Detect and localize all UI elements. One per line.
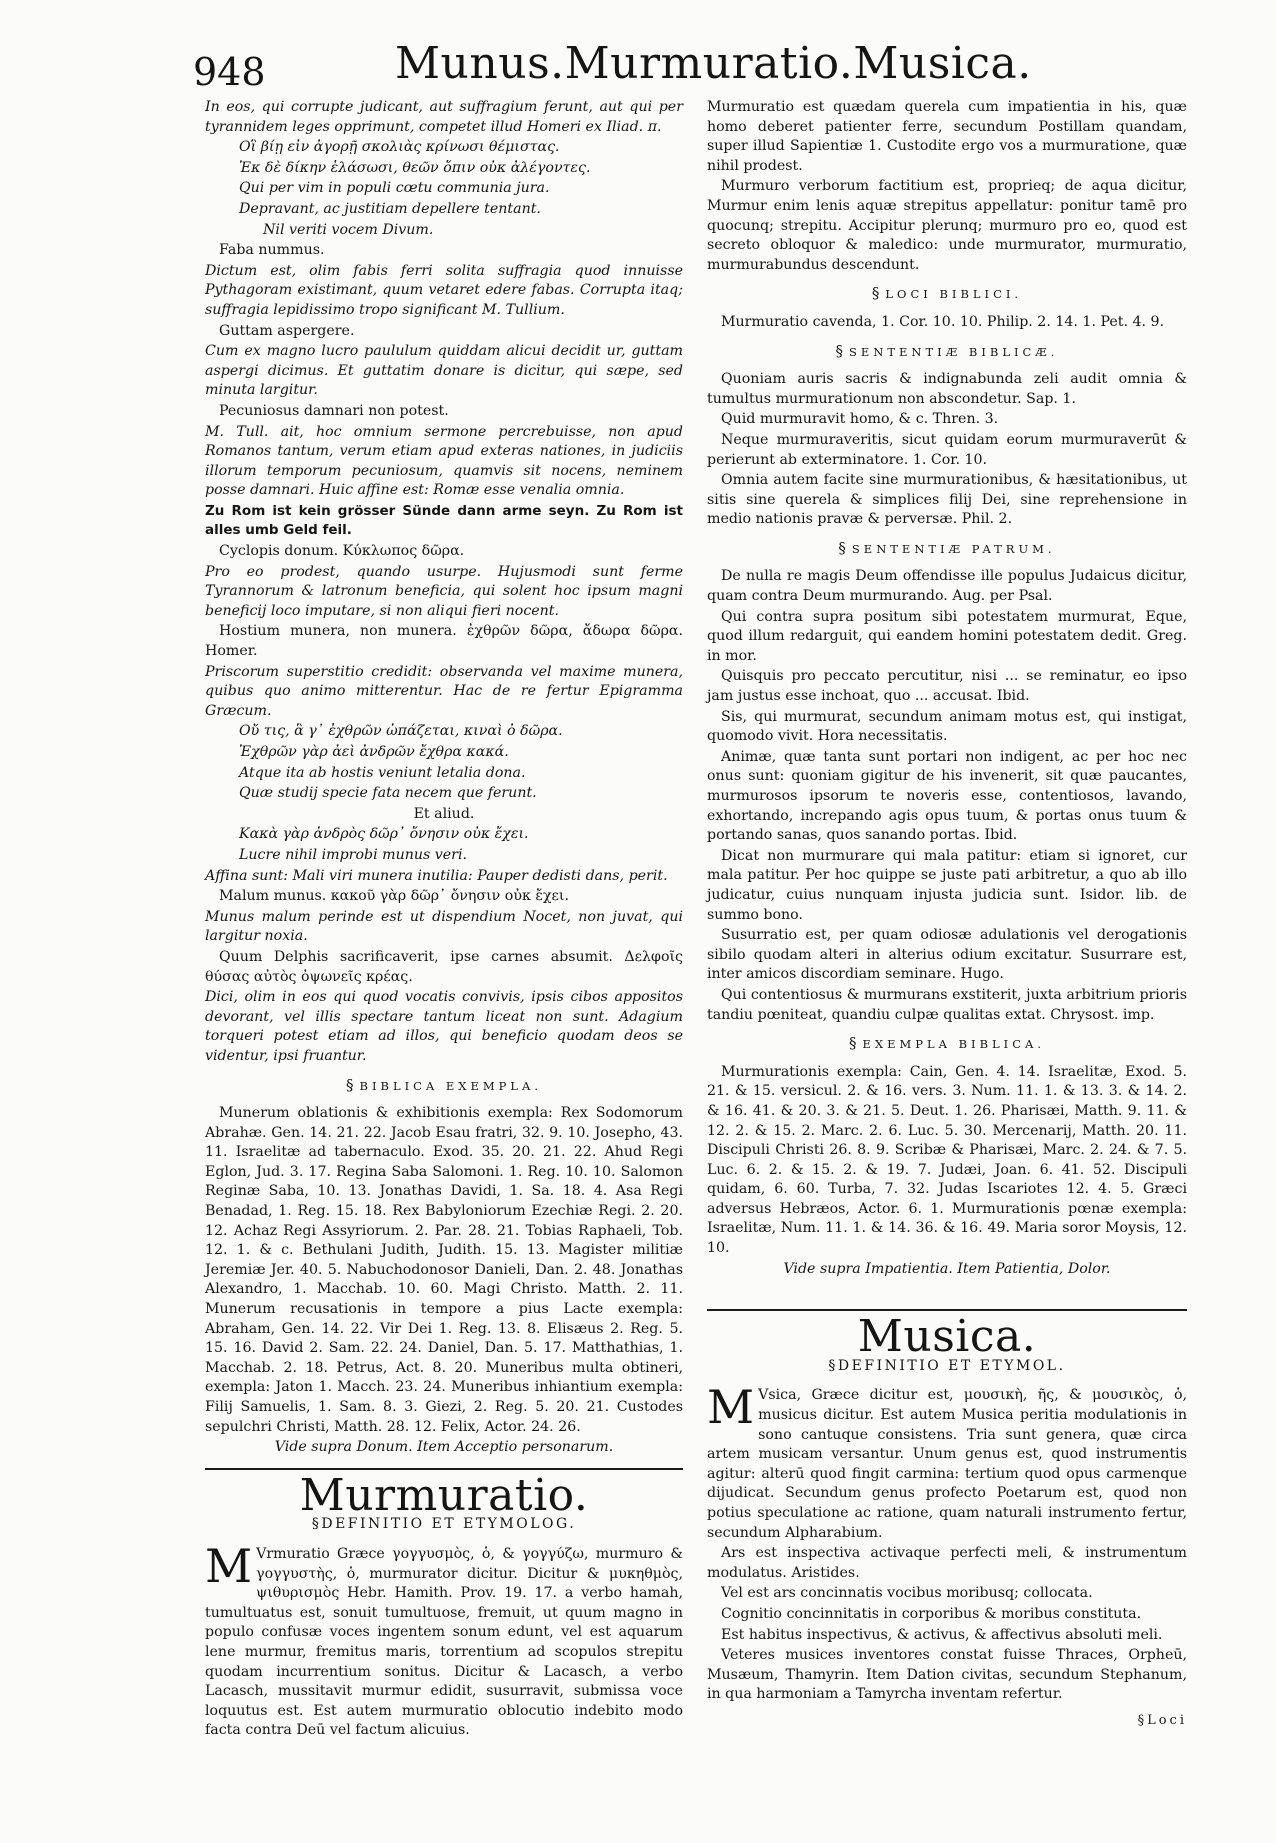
section-title: LOCI BIBLICI. [885,287,1023,302]
proverb-heading: Quum Delphis sacrificaverit, ipse carnes absumit. Δελφοῖς θύσας αὐτὸς ὀψωνεῖς κρέας. [205,948,683,985]
section-heading [707,1034,1187,1055]
sentence: Quisquis pro peccato percutitur, nisi ... se reminatur, eo ipso jam justus esse inchoat, quo ... accusat. Ibid. [707,668,1187,705]
verse-line: Ἐχθρῶν γὰρ ἀεὶ ἀνδρῶν ἔχθρα κακά. [239,744,509,760]
intro-paragraph: Murmuratio est quædam querela cum impatientia in his, quæ homo deberet patienter ferre, secundum Postillam quandam, super illud Sapientiæ 1. Custodite ergo vos a murmuratione, quæ nihil prodest. [707,99,1187,174]
verse-line: Et aliud. [413,805,475,822]
left-column [205,98,683,1742]
section-heading [707,342,1187,363]
pilcrow-icon: § [346,1075,354,1094]
sentence: Neque murmuraveritis, sicut quidam eorum murmuraverūt & perierunt ab exterminatore. 1. Cor. 10. [707,431,1187,468]
section-title: SENTENTIÆ BIBLICÆ. [849,344,1059,359]
section-heading [205,1515,683,1535]
misc-proverbs [205,867,683,1067]
verse-line: Lucre nihil improbi munus veri. [239,846,468,863]
running-head: Munus.Murmuratio.Musica. [395,38,1032,89]
sentence: Susurratio est, per quam odiosæ adulationis vel derogationis sibilo quodam alteri in alterius odium excitatur. Susurrare est, inter amicos discordiam seminare. Hugo. [707,927,1187,983]
sentence: Quoniam auris sacris & indignabunda zeli audit omnia & tumultus murmurationum non abscondetur. Sap. 1. [707,371,1187,407]
sentence: Animæ, quæ tanta sunt portari non indigent, ac per hoc nec onus sunt: quoniam gigitur de his invenerit, sit quæ paucantes, murmurosos ipsorum te noveris esse, contentiosos, lavando, exhortando, increpando agis opus tuum, & portas onus tuum & portando sanas, quos sanando portas. Ibid. [707,748,1187,844]
proverb-text: Priscorum superstitio credidit: observanda vel maxime munera, quibus quo animo mitterentur. Hac de re fertur Epigramma Græcum. [205,663,683,719]
drop-cap: M [707,1380,755,1435]
section-title: DEFINITIO ET ETYMOLOG. [321,1516,577,1533]
proverb-text: M. Tull. ait, hoc omnium sermone percrebuisse, non apud Romanos tantum, verum etiam apud exteras nationes, in judiciis illorum temporum pecuniosum, quamvis sit nocens, neminem posse damnari. Huic affine est: Romæ esse venalia omnia. [205,423,683,499]
epigram [205,722,683,865]
verse-line: Depravant, ac justitiam depellere tentant. [239,200,541,217]
definition-line: Ars est inspectiva activaque perfecti meli, & instrumentum modulatus. Aristides. [707,1545,1187,1581]
german-proverb: Zu Rom ist kein grösser Sünde dann arme seyn. Zu Rom ist alles umb Geld feil. [205,502,683,539]
section-title: Loci [1147,1712,1187,1728]
verse-line: Qui per vim in populi cœtu communia jura. [239,180,550,197]
sentence: De nulla re magis Deum offendisse ille populus Judaicus dicitur, quam contra Deum murmurando. Aug. per Psal. [707,568,1187,605]
definition-body: Vsica, Græce dicitur est, μουσικὴ, ῆς, & μουσικὸς, ὁ, musicus dicitur. Est autem Musica peritia modulationis in sono cantuque consistens. Tria sunt genera, quæ circa artem musicam versantur. Unum genus est, quod instrumentis agitur: alterū quod fingit carmina: tertium quod opus carmenque dijudicat. Secundum genus profecto Poetarum est, quod non potius speculatione ac ratione, quam naturali instrumento fertur, secundum Alpharabium. [707,1387,1187,1541]
page-number: 948 [193,50,266,94]
definition-body: Vrmuratio Græce γογγυσμὸς, ὁ, & γογγύζω, murmuro & γογγυστὴς, ὁ, murmurator dicitur. Dicitur & μυκηθμὸς, ψιθυρισμὸς Hebr. Hamith. Prov. 19. 17. a verbo hamah, tumultuatus est, sonuit tumultuose, fremuit, ut quum magno in populo confusæ voces ingentem sonum edunt, vel est aquarum lene murmur, fremitus maris, torrentium ad scopulos strepitu quodam incurrentium sonitus. Dicitur & Lacasch, a verbo Lacasch, mussitavit murmur edidit, susurravit, submissa voce loquutus est. Est autem murmuratio oblocutio indebito modo facta contra Deū vel factum alicuius. [205,1545,683,1739]
verse-line: Οὔ τις, ἃ γ᾽ ἐχθρῶν ὠπάζεται, κιναὶ ὀ δῶρα. [239,723,563,740]
sentence: Qui contentiosus & murmurans exstiterit, juxta arbitrium prioris tandiu pœniteat, quandiu culpæ qualitas extat. Chrysost. imp. [707,986,1187,1023]
right-column [707,98,1187,1731]
proverb-text: Dici, olim in eos qui quod vocatis convivis, ipsis cibos appositos devorant, vel illis spectare tantum liceat non sunt. Adagium torqueri potest etiam ad illos, qui beneficio quodam deos se videntur, ipsi fruantur. [205,989,683,1064]
pilcrow-icon: § [849,1034,857,1053]
verse-line: Quæ studij specie fata necem que ferunt. [239,785,537,802]
proverb-heading: Pecuniosus damnari non potest. [219,402,449,419]
definition-line: Veteres musices inventores constat fuisse Thraces, Orpheū, Musæum, Thamyrin. Item Dation civitas, secundum Stephanum, in qua harmoniam a Tamyrcha inventam refertur. [707,1647,1187,1703]
section-text: Munerum oblationis & exhibitionis exempla: Rex Sodomorum Abrahæ. Gen. 14. 21. 22. Jacob Esau fratri, 32. 9. 10. Josepho, 43. 11. Israelitæ ad tabernaculo. Exod. 35. 20. 21. 22. Ahud Regi Eglon, Jud. 3. 17. Regina Saba Salomoni. 1. Reg. 10. 10. Salomon Reginæ Saba, 10. 13. Jonathas Davidi, 1. Sa. 18. 4. Asa Regi Benadad, 1. Reg. 15. 18. Rex Babyloniorum Ezechiæ Regi. 2. 20. 12. Achaz Regi Assyriorum. 2. Par. 28. 21. Tobias Raphaeli, Tob. 12. 1. & c. Bethulani Judith, Judith. 15. 13. Magister militiæ Jeremiæ Jer. 40. 5. Nabuchodonosor Danieli, Dan. 2. 48. Jonathas Alexandro, 1. Macchab. 10. 60. Magi Christo. Matth. 2. 11. Munerum recusationis in tempore a pius Lacte exempla: Abraham, Gen. 14. 22. Vir Dei 1. Reg. 13. 8. Elisæus 2. Reg. 5. 15. 16. David 2. Sam. 22. 24. Daniel, Dan. 5. 17. Matthathias, 1. Macchab. 2. 18. Petrus, Act. 8. 20. Muneribus multa obtineri, exempla: Jaton 1. Macch. 23. 24. Muneribus inhiantium exempla: Filij Samuelis, 1. Sam. 8. 3. Giezi, 2. Reg. 5. 20. 21. Custodes sepulchri Christi, Matth. 28. 12. Felix, Actor. 24. 26. [205,1105,683,1435]
cross-reference: Vide supra Donum. Item Acceptio personarum. [274,1439,614,1456]
intro-paragraph: Murmuro verborum factitium est, proprieq; de aqua dicitur, Murmur enim lenis aquæ strepitus appellatur: ponitur tamē pro quocunq; strepitu. Accipitur plerunq; murmuro pro eo, quod est secreto obloquor & maledico: unde murmurator, murmuratio, murmurabundus descendunt. [707,178,1187,273]
pilcrow-icon: § [828,1357,838,1374]
section-title: SENTENTIÆ PATRUM. [851,541,1056,556]
section-text: Murmurationis exempla: Cain, Gen. 4. 14. Israelitæ, Exod. 5. 21. & 15. versicul. 2. & 16. vers. 3. Num. 11. 1. & 13. 3. & 14. 2. & 16. 41. & 20. 3. & 21. 5. Deut. 1. 26. Pharisæi, Matth. 9. 11. & 12. 2. & 15. 2. Marc. 2. 6. Luc. 5. 30. Mercenarij, Matth. 20. 11. Discipuli Christi 26. 8. 9. Scribæ & Pharisæi, Marc. 2. 24. & 7. 5. Luc. 6. 2. & 15. 2. & 19. 7. Judæi, Joan. 6. 41. 52. Discipuli quidam, 6. 60. Turba, 7. 32. Judas Iscariotes 12. 4. 5. Græci adversus Hebræos, Actor. 6. 1. Murmurationis pœnæ exempla: Israelitæ, Num. 11. 1. & 14. 36. & 16. 49. Maria soror Moysis, 12. 10. [707,1063,1187,1257]
section-heading [707,1711,1187,1731]
section-heading [707,539,1187,560]
proverb-heading: Guttam aspergere. [219,322,355,339]
definition-text [707,1380,1187,1543]
verse-line: Κακὰ γὰρ ἀνδρὸς δῶρ᾽ ὄνησιν οὐκ ἔχει. [239,826,529,843]
proverb-text: Cum ex magno lucro paululum quiddam alicui decidit ur, guttam aspergi dicimus. Et guttatim donare is dicitur, qui sæpe, sed minuta largitur. [205,343,683,399]
text-line: In eos, qui corrupte judicant, aut suffragium ferunt, aut qui per tyrannidem leges opprimunt, competet illud Homeri ex Iliad. π. [205,99,683,135]
proverb-text: Munus malum perinde est ut dispendium Nocet, non juvat, qui largitur noxia. [205,908,683,945]
definition-line: Vel est ars concinnatis vocibus moribusq; collocata. [721,1585,1093,1602]
sentence: Sis, qui murmurat, secundum animam motus est, qui instigat, quomodo vivit. Hora necessitatis. [707,708,1187,745]
cross-reference: Vide supra Impatientia. Item Patientia, Dolor. [783,1260,1111,1277]
verse-line: Οἳ βίῃ εἰν ἀγορῇ σκολιὰς κρίνωσι θέμιστας. [239,139,560,156]
section-heading [707,284,1187,305]
proverb-text: Affina sunt: Mali viri munera inutilia: Pauper dedisti dans, perit. [205,867,668,884]
proverb-list [205,241,683,721]
verse-line: Nil veriti vocem Divum. [263,221,434,238]
entry-title: Murmuratio. [299,1469,589,1521]
definition-line: Est habitus inspectivus, & activus, & affectivus absoluti meli. [721,1626,1163,1643]
pilcrow-icon: § [871,284,880,303]
entry-title: Musica. [857,1311,1037,1363]
definition-text [205,1538,683,1741]
pilcrow-icon: § [311,1516,322,1533]
section-text: Murmuratio cavenda, 1. Cor. 10. 10. Philip. 2. 14. 1. Pet. 4. 9. [721,313,1165,330]
verse-line: Ἐκ δὲ δίκην ἐλάσωσι, θεῶν ὄπιν οὐκ ἀλέγοντες. [239,159,591,176]
sentence: Dicat non murmurare qui mala patitur: etiam si ignoret, cur mala patitur. Per hoc quippe se juste pati arbitretur, a quo ab illo judicatur, cuius nunquam injusta judicia sunt. Isidor. lib. de summo bono. [707,847,1187,923]
left-intro [205,98,683,240]
proverb-heading: Faba nummus. [219,242,325,259]
proverb-heading: Malum munus. κακοῦ γὰρ δῶρ᾽ ὄνησιν οὐκ ἔχει. [219,888,569,905]
verse-line: Atque ita ab hostis veniunt letalia dona. [239,764,526,781]
drop-cap: M [205,1538,253,1593]
definition-line: Cognitio concinnitatis in corporibus & moribus constituta. [721,1605,1142,1622]
sentence: Quid murmuravit homo, & c. Thren. 3. [721,411,999,428]
section-title: DEFINITIO ET ETYMOL. [837,1357,1066,1374]
section-title: BIBLICA EXEMPLA. [359,1078,542,1093]
pilcrow-icon: § [1137,1712,1148,1728]
proverb-heading: Hostium munera, non munera. ἐχθρῶν δῶρα, ἄδωρα δῶρα. Homer. [205,623,683,660]
pilcrow-icon: § [835,341,844,360]
pilcrow-icon: § [838,538,846,557]
proverb-text: Pro eo prodest, quando usurpe. Hujusmodi sunt ferme Tyrannorum & latronum beneficia, qui solent hoc ipsum magni beneficij loco imputare, si non aliqui fieri nocent. [205,563,683,619]
section-heading [205,1076,683,1097]
section-title: EXEMPLA BIBLICA. [862,1037,1045,1052]
sentence: Qui contra supra positum sibi potestatem murmurat, Eque, quod illum redarguit, qui eandem homini potestatem dedit. Greg. in mor. [707,608,1187,664]
proverb-heading: Cyclopis donum. Κύκλωπος δῶρα. [219,543,465,560]
sentence: Omnia autem facite sine murmurationibus, & hæsitationibus, ut sitis sine querela & simplices filij Dei, sine reprehensione in medio nationis pravæ & perversæ. Phil. 2. [707,472,1187,528]
proverb-text: Dictum est, olim fabis ferri solita suffragia quod innuisse Pythagoram existimant, quum vetaret edere fabas. Corrupta itaq; suffragia lepidissimo tropo significant M. Tullium. [205,262,683,318]
section-heading [707,1357,1187,1377]
